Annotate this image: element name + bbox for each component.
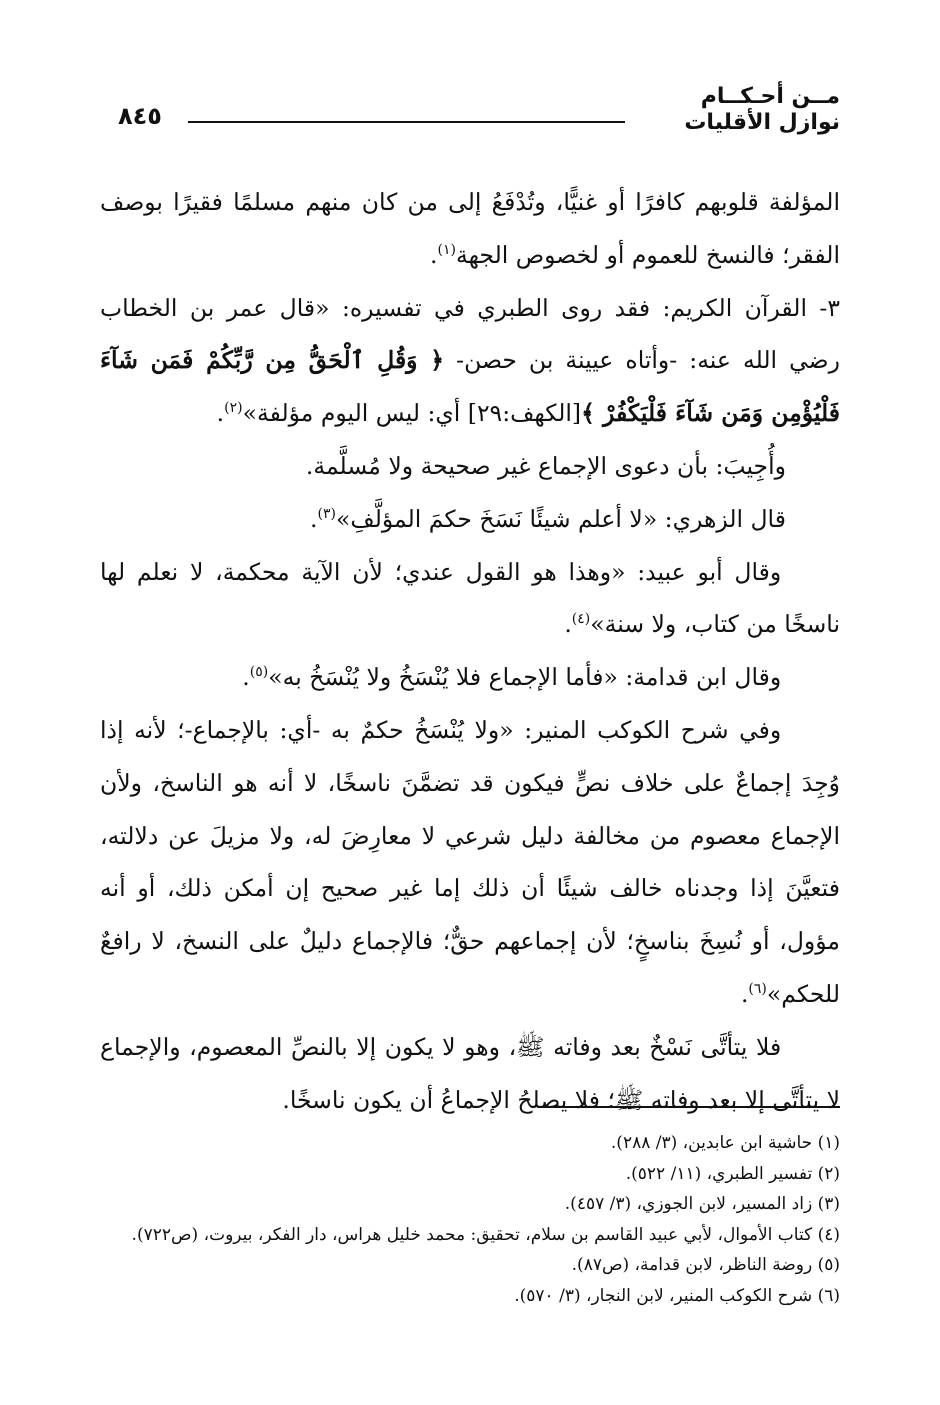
paragraph-1: المؤلفة قلوبهم كافرًا أو غنيًّا، وتُدْفَعُ إلى من كان منهم مسلمًا فقيرًا بوصف الفقر؛ فالنسخ للعموم أو لخصوص الجهة$^{(١)}$. xyxy=(100,188,840,269)
paragraph-4-text: قال الزهري: «لا أعلم شيئًا نَسَخَ حكمَ المؤلَّفِ» xyxy=(335,504,786,533)
paragraph-2-text-a: القرآن الكريم: فقد روى الطبري في تفسيره: «قال عمر بن الخطاب رضي الله عنه: -وأتاه عيينة بن حصن- xyxy=(100,293,840,375)
paragraph-6-text: وقال ابن قدامة: «فأما الإجماع فلا يُنْسَخُ ولا يُنْسَخُ به» xyxy=(268,663,782,692)
footnotes xyxy=(100,1128,840,1311)
footnote-5: (٥) روضة الناظر، لابن قدامة، (ص٨٧). xyxy=(571,1255,840,1275)
footnote-ref-6: (٦) xyxy=(748,981,767,998)
paragraph-2: ٣- القرآن الكريم: فقد روى الطبري في تفسيره: «قال عمر بن الخطاب رضي الله عنه: -وأتاه عيينة بن حصن- ﴿ وَقُلِ ٱلْحَقُّ مِن رَّبِّكُمْ فَمَن شَآءَ فَلْيُؤْمِن وَمَن شَآءَ فَلْيَكْفُرْ ﴾[الكهف:٢٩] أي: ليس اليوم مؤلفة»$^{(٢)}$. xyxy=(100,293,840,428)
main-text xyxy=(100,176,840,1126)
footnote-1: (١) حاشية ابن عابدين، (٣/ ٢٨٨). xyxy=(610,1133,840,1153)
paragraph-5-text: وقال أبو عبيد: «وهذا هو القول عندي؛ لأن الآية محكمة، لا نعلم لها ناسخًا من كتاب، ولا سنة» xyxy=(100,557,840,639)
footnote-2: (٢) تفسير الطبري، (١١/ ٥٢٢). xyxy=(625,1163,840,1184)
paragraph-3: وأُجِيبَ: بأن دعوى الإجماع غير صحيحة ولا مُسلَّمة. xyxy=(305,451,786,480)
page-number: ٨٤٥ xyxy=(118,102,162,130)
footnote-6: (٦) شرح الكوكب المنير، لابن النجار، (٣/ ٥٧٠). xyxy=(514,1285,840,1306)
quran-reference: [الكهف:٢٩] xyxy=(467,399,582,428)
footnote-ref-1: (١) xyxy=(437,241,456,258)
footnote-separator xyxy=(540,1106,840,1108)
paragraph-5: وقال أبو عبيد: «وهذا هو القول عندي؛ لأن الآية محكمة، لا نعلم لها ناسخًا من كتاب، ولا سنة»$^{(٤)}$. xyxy=(100,557,840,639)
paragraph-2-text-b: أي: ليس اليوم مؤلفة» xyxy=(242,399,468,428)
paragraph-8: فلا يتأتَّى نَسْخٌ بعد وفاته ﷺ، وهو لا يكون إلا بالنصِّ المعصوم، والإجماع لا يتأتَّى إلا بعد وفاته ﷺ؛ فلا يصلحُ الإجماعُ أن يكون ناسخًا. xyxy=(100,1032,840,1114)
footnote-ref-3: (٣) xyxy=(317,505,336,522)
paragraph-4: قال الزهري: «لا أعلم شيئًا نَسَخَ حكمَ المؤلَّفِ»$^{(٣)}$. xyxy=(310,504,786,533)
book-title-line1: مــن أحـكــام xyxy=(700,84,840,109)
quran-verse: ﴿ وَقُلِ ٱلْحَقُّ مِن رَّبِّكُمْ فَمَن شَآءَ فَلْيُؤْمِن وَمَن شَآءَ فَلْيَكْفُرْ ﴾ xyxy=(100,346,840,428)
footnote-ref-4: (٤) xyxy=(571,611,591,628)
paragraph-1-text: المؤلفة قلوبهم كافرًا أو غنيًّا، وتُدْفَعُ إلى من كان منهم مسلمًا فقيرًا بوصف الفقر؛ فالنسخ للعموم أو لخصوص الجهة xyxy=(100,188,840,269)
paragraph-6: وقال ابن قدامة: «فأما الإجماع فلا يُنْسَخُ ولا يُنْسَخُ به»$^{(٥)}$. xyxy=(242,663,782,692)
page-header xyxy=(100,84,840,164)
book-title-line2: نوازل الأقليات xyxy=(684,110,840,136)
book-title xyxy=(684,84,840,137)
footnote-ref-5: (٥) xyxy=(249,664,269,681)
header-rule xyxy=(188,121,625,123)
paragraph-2-number: ٣- xyxy=(807,293,840,322)
footnote-3: (٣) زاد المسير، لابن الجوزي، (٣/ ٤٥٧). xyxy=(564,1194,840,1214)
paragraph-7: وفي شرح الكوكب المنير: «ولا يُنْسَخُ حكمٌ به -أي: بالإجماع-؛ لأنه إذا وُجِدَ إجماعٌ على خلاف نصٍّ فيكون قد تضمَّنَ ناسخًا، لا أنه هو الناسخ، ولأن الإجماع معصوم من مخالفة دليل شرعي لا معارِضَ له، ولا مزيلَ عن دلالته، فتعيَّنَ إذا وجدناه خالف شيئًا أن ذلك إما غير صحيح إن أمكن ذلك، أو أنه مؤول، أو نُسِخَ بناسخٍ؛ لأن إجماعهم حقٌّ؛ فالإجماع دليلٌ على النسخ، لا رافعٌ للحكم»$^{(٦)}$. xyxy=(100,715,840,1008)
footnote-4: (٤) كتاب الأموال، لأبي عبيد القاسم بن سلام، تحقيق: محمد خليل هراس، دار الفكر، بيروت، (ص٧٢٢). xyxy=(131,1224,840,1245)
paragraph-7-text: وفي شرح الكوكب المنير: «ولا يُنْسَخُ حكمٌ به -أي: بالإجماع-؛ لأنه إذا وُجِدَ إجماعٌ على خلاف نصٍّ فيكون قد تضمَّنَ ناسخًا، لا أنه هو الناسخ، ولأن الإجماع معصوم من مخالفة دليل شرعي لا معارِضَ له، ولا مزيلَ عن دلالته، فتعيَّنَ إذا وجدناه خالف شيئًا أن ذلك إما غير صحيح إن أمكن ذلك، أو أنه مؤول، أو نُسِخَ بناسخٍ؛ لأن إجماعهم حقٌّ؛ فالإجماع دليلٌ على النسخ، لا رافعٌ للحكم» xyxy=(100,715,840,1008)
footnote-ref-2: (٢) xyxy=(224,400,243,417)
